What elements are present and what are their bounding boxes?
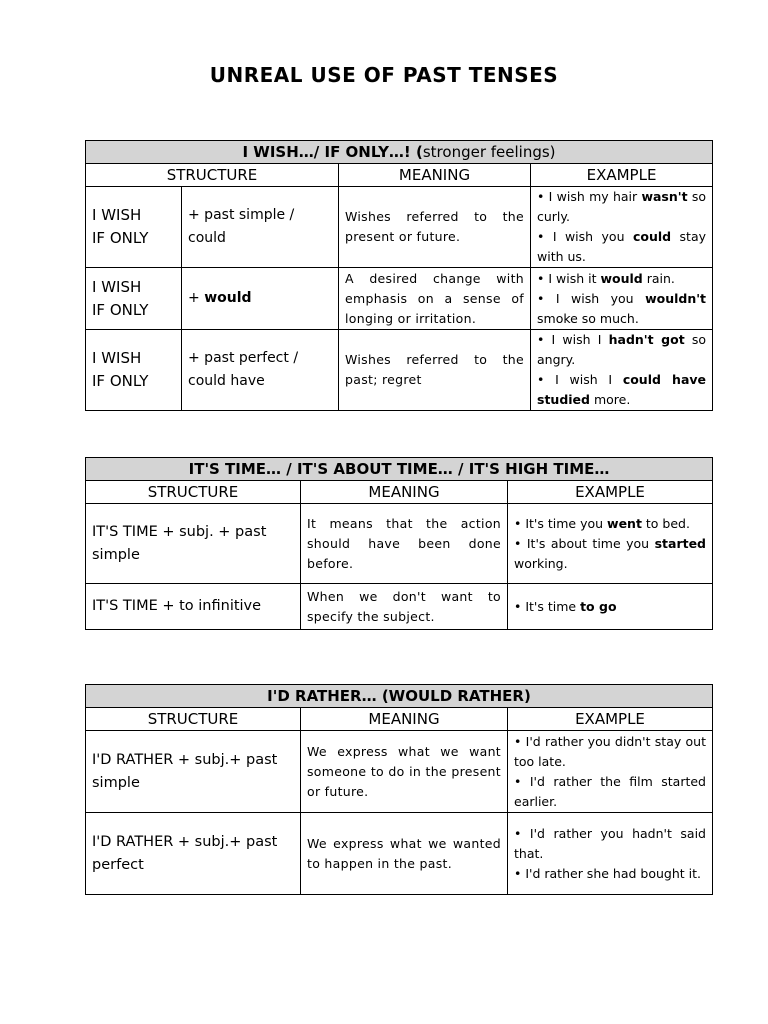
column-headers (86, 708, 713, 731)
subject-line: IF ONLY (92, 229, 149, 247)
example-line: • I wish you could stay with us. (537, 229, 707, 264)
subject-cell (86, 187, 182, 268)
structure-cell: I'D RATHER + subj.+ past perfect (86, 813, 301, 895)
meaning-cell: Wishes referred to the past; regret (339, 330, 531, 411)
meaning-cell: We express what we wanted to happen in the past. (301, 813, 508, 895)
example-cell (508, 731, 713, 813)
structure-cell: + past perfect / could have (182, 330, 339, 411)
table-row (86, 504, 713, 584)
example-cell (508, 584, 713, 630)
structure-header: STRUCTURE (86, 481, 301, 504)
subject-line: I WISH (92, 206, 142, 224)
id-rather-table (85, 684, 713, 895)
wish-table (85, 140, 713, 411)
banner-title: I'D RATHER… (WOULD RATHER) (86, 685, 713, 708)
banner-title: I WISH…/ IF ONLY…! ( (242, 143, 423, 161)
table-banner (86, 685, 713, 708)
example-cell (531, 330, 713, 411)
table-row (86, 268, 713, 330)
example-cell (531, 268, 713, 330)
table-row (86, 187, 713, 268)
table-row (86, 813, 713, 895)
banner-note: stronger feelings) (422, 143, 556, 161)
meaning-cell: When we don't want to specify the subject. (301, 584, 508, 630)
structure-header: STRUCTURE (86, 708, 301, 731)
example-header: EXAMPLE (531, 164, 713, 187)
example-line: • I wish I hadn't got so angry. (537, 332, 707, 367)
example-line: • I'd rather you didn't stay out too late. (514, 733, 706, 769)
subject-line: IF ONLY (92, 372, 149, 390)
banner-title: IT'S TIME… / IT'S ABOUT TIME… / IT'S HIGH TIME… (86, 458, 713, 481)
example-line: • I'd rather you hadn't said that. (514, 825, 706, 861)
meaning-header: MEANING (339, 164, 531, 187)
meaning-cell: It means that the action should have been done before. (301, 504, 508, 584)
example-line: • I wish it would rain. (537, 270, 675, 286)
example-line: • I wish I could have studied more. (537, 372, 707, 407)
table-row (86, 584, 713, 630)
example-cell (531, 187, 713, 268)
structure-cell: IT'S TIME + subj. + past simple (86, 504, 301, 584)
example-line: • I'd rather she had bought it. (514, 865, 701, 881)
example-cell (508, 813, 713, 895)
page-title: UNREAL USE OF PAST TENSES (209, 63, 559, 87)
example-line: • It's time you went to bed. (514, 515, 690, 531)
table-row (86, 731, 713, 813)
subject-cell (86, 268, 182, 330)
structure-cell: + would (182, 268, 339, 330)
meaning-cell: We express what we want someone to do in the present or future. (301, 731, 508, 813)
subject-cell (86, 330, 182, 411)
table-banner (86, 458, 713, 481)
meaning-cell: A desired change with emphasis on a sense of longing or irritation. (339, 268, 531, 330)
column-headers (86, 481, 713, 504)
example-line: • I'd rather the film started earlier. (514, 773, 706, 809)
subject-line: I WISH (92, 277, 142, 296)
meaning-header: MEANING (301, 708, 508, 731)
meaning-header: MEANING (301, 481, 508, 504)
its-time-table (85, 457, 713, 630)
column-headers (86, 164, 713, 187)
structure-cell: + past simple / could (182, 187, 339, 268)
example-line: • I wish my hair wasn't so curly. (537, 189, 707, 224)
table-row (86, 330, 713, 411)
meaning-cell: Wishes referred to the present or future. (339, 187, 531, 268)
example-header: EXAMPLE (508, 708, 713, 731)
example-line: • It's time to go (514, 598, 617, 614)
table-banner (86, 141, 713, 164)
example-header: EXAMPLE (508, 481, 713, 504)
structure-cell: IT'S TIME + to infinitive (86, 584, 301, 630)
example-line: • I wish you wouldn't smoke so much. (537, 290, 707, 326)
structure-cell: I'D RATHER + subj.+ past simple (86, 731, 301, 813)
subject-line: I WISH (92, 349, 142, 367)
structure-header: STRUCTURE (86, 164, 339, 187)
example-cell (508, 504, 713, 584)
example-line: • It's about time you started working. (514, 535, 707, 571)
subject-line: IF ONLY (92, 300, 149, 319)
